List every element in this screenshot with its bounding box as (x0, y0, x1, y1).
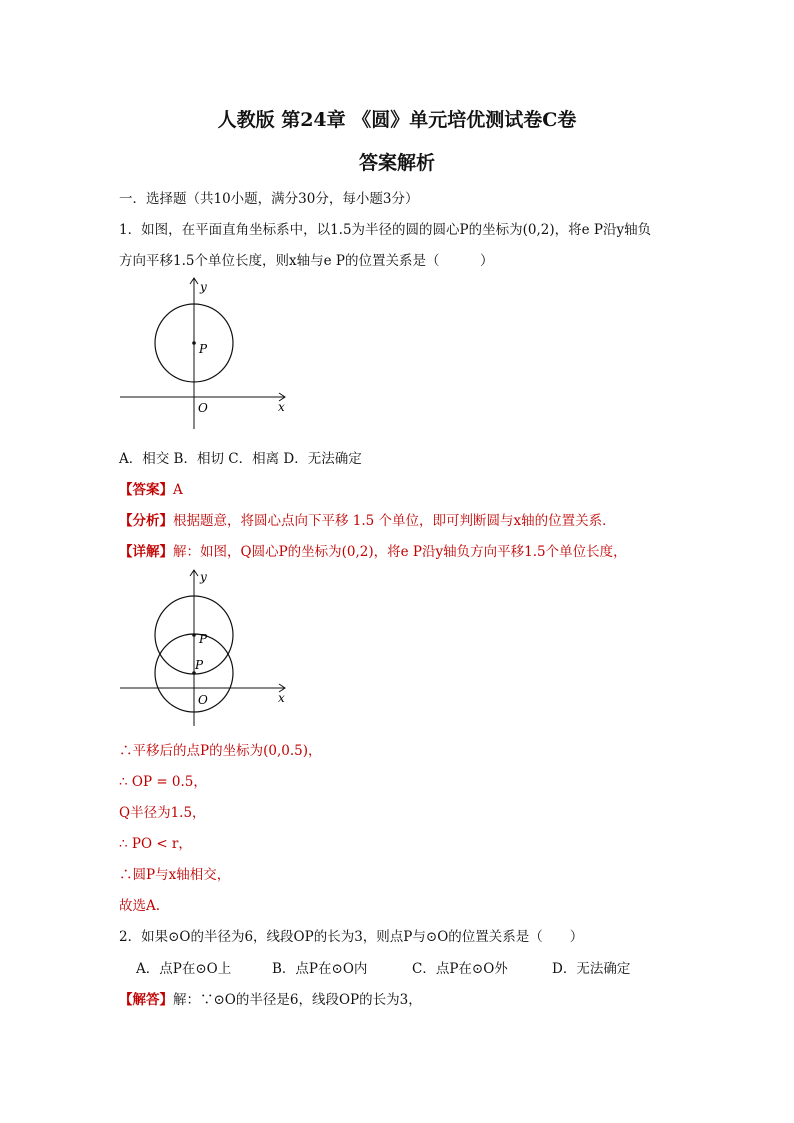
q1-detail-line (119, 540, 627, 560)
q2-question: 2．如果⊙O的半径为6，线段OP的长为3，则点P与⊙O的位置关系是（ ） (119, 929, 584, 945)
q1-analysis-line (119, 509, 616, 529)
center-point (192, 341, 196, 345)
center-point-original (192, 633, 196, 637)
analysis-text: 根据题意，将圆心点向下平移 1.5 个单位，即可判断圆与x轴的位置关系． (173, 513, 616, 529)
section-heading: 一．选择题（共10小题，满分30分，每小题3分） (119, 191, 419, 207)
q1-figure-original (115, 272, 295, 432)
origin-label: O (198, 693, 208, 707)
y-axis-label: y (200, 280, 207, 294)
q1-options: A．相交 B．相切 C．相离 D．无法确定 (119, 451, 362, 467)
answer-value: A (173, 482, 183, 498)
q1-text-line2: 方向平移1.5个单位长度，则x轴与e P的位置关系是（ ） (119, 253, 494, 269)
step-5: ∴圆P与x轴相交， (119, 867, 231, 883)
page-title: 人教版 第24章 《圆》单元培优测试卷C卷 (217, 109, 577, 131)
q1-answer-line (119, 478, 183, 498)
q2-option-c: C．点P在⊙O外 (412, 961, 508, 977)
point-p-label: P (199, 342, 208, 356)
page-subtitle: 答案解析 (358, 152, 435, 174)
x-axis-label: x (278, 400, 285, 414)
answer-tag: 【答案】 (119, 482, 173, 498)
solution-text: 解：∵⊙O的半径是6，线段OP的长为3， (173, 992, 422, 1008)
x-axis-label: x (278, 691, 285, 705)
q1-text-line1: 1．如图，在平面直角坐标系中，以1.5为半径的圆的圆心P的坐标为(0,2)，将e P沿y轴负 (119, 222, 652, 238)
q2-solution-line (119, 988, 422, 1008)
detail-tag: 【详解】 (119, 544, 173, 560)
analysis-tag: 【分析】 (119, 513, 173, 529)
q2-option-b: B．点P在⊙O内 (272, 961, 368, 977)
point-p-label-original: P (199, 632, 208, 646)
q2-option-d: D．无法确定 (552, 961, 631, 977)
step-4: ∴ PO < r， (119, 836, 192, 852)
point-p-label-translated: P (195, 658, 204, 672)
solution-tag: 【解答】 (119, 992, 173, 1008)
y-axis-label: y (200, 570, 207, 584)
q2-option-a: A．点P在⊙O上 (136, 961, 232, 977)
step-2: ∴ OP = 0.5， (119, 774, 207, 790)
step-6: 故选A. (119, 898, 161, 914)
origin-label: O (198, 401, 208, 415)
q1-figure-translated (115, 565, 295, 729)
detail-text: 解：如图，Q圆心P的坐标为(0,2)，将e P沿y轴负方向平移1.5个单位长度， (173, 544, 627, 560)
step-1: ∴平移后的点P的坐标为(0,0.5)， (119, 743, 322, 759)
step-3: Q半径为1.5， (119, 805, 206, 821)
